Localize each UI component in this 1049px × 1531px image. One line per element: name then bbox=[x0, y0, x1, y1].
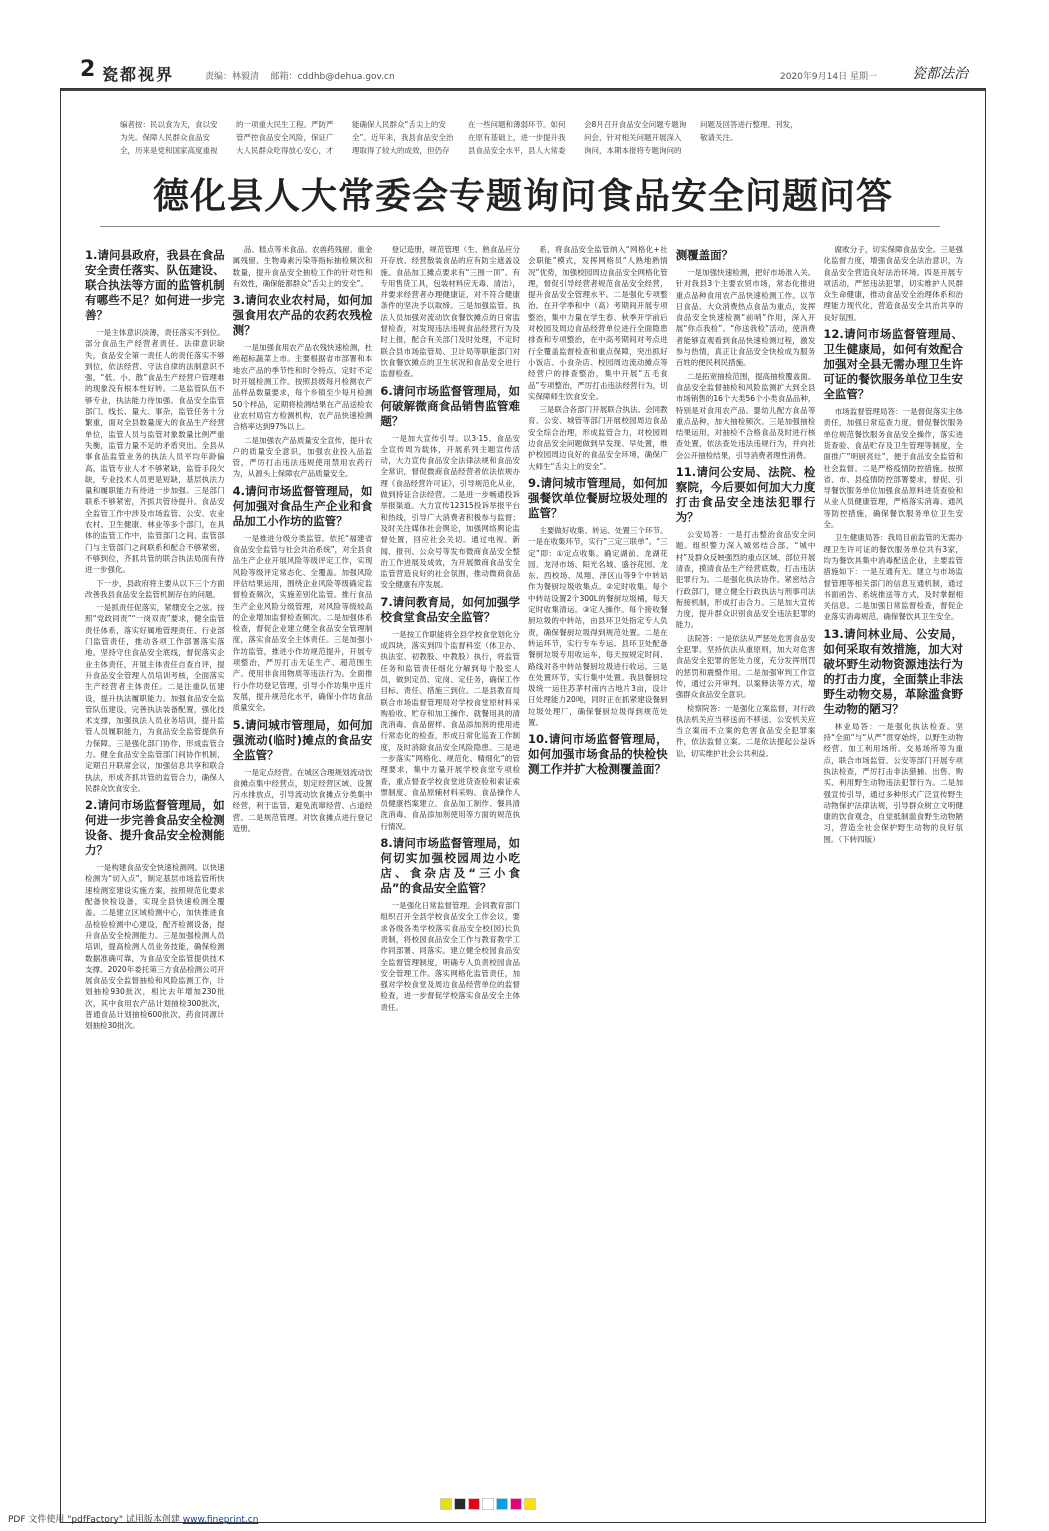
question-heading: 4.请问市场监督管理局，如何加强对食品生产企业和食品加工小作坊的监管？ bbox=[232, 483, 373, 528]
registration-swatch bbox=[496, 1498, 508, 1510]
answer-paragraph: 一是加强食用农产品农残快速检测，杜绝超标蔬菜上市。主要根据省市部署和本地农产品的季节性和时令特点，定时不定时开展检测工作。按照县级每月检测农产品样品数量要求，每个乡镇至少每月检测50个样品，定期将检测结果在产品送检农业农村局官方检测机构，农产品快速检测合格率达到97%以上。 bbox=[232, 343, 373, 432]
answer-paragraph: 一是按工作职能将全县学校食堂划化分成四块，落实到四个监督科室（体卫办、执法室、初教股、中教股）执行，将监管任务和监管责任细化分解到每个股室人员，做到定员、定岗、定任务，确保工作目标、责任、措施三到位。二是县教育局联合市场监督管理局对学校食堂原材料采购验收、贮存和加工操作、就餐用具的清洗消毒、食品留样、食品添加剂的使用进行常态化的检查，形成日常化巡查工作制度，及时消除食品安全风险隐患。三是进一步落实“网格化、规范化、精细化”的管理要求，集中力量开展学校食堂专项检查，重点督查学校食堂进货查验和索证索票制度、食品原辅材料采购、食品操作人员健康档案建立、食品加工制作、餐具清洗消毒、食品添加剂使用等方面的规范执行情况。 bbox=[380, 629, 521, 831]
section-name: 瓷都视界 bbox=[102, 65, 175, 84]
answer-paragraph: 一是加强快速检测，把好市场准入关。针对我县3个主要农贸市场，常态化推进重点品种食用农产品快速检测工作。以节日食品、大众消费热点食品为重点，发挥食品安全快速检测“前哨”作用，深入开展“你点我检”、“你送我检”活动，使消费者能够直观看到食品快速检测过程，激发参与热情，真正让食品安全快检成为服务百姓的便民利民措施。 bbox=[675, 268, 816, 368]
answer-paragraph: 一是强化日常监督管理。会同教育部门组织召开全县学校食品安全工作会议，要求各级各类学校落实食品安全校(园)长负责制，将校园食品安全工作与教育教学工作同部署、同落实。建立健全校园食品安全监督管理制度，明确专人负责校园食品安全管理工作。落实网格化监管责任，加强对学校食堂及周边食品经营单位的监督检查，进一步督促学校落实食品安全主体责任。 bbox=[380, 901, 521, 1012]
page-number: 2 bbox=[80, 57, 96, 82]
question-heading: 13.请问林业局、公安局，如何采取有效措施，加大对破坏野生动物资源违法行为的打击力度，全面禁止非法野生动物交易，革除滥食野生动物的陋习？ bbox=[823, 626, 964, 716]
registration-swatch bbox=[510, 1498, 522, 1510]
registration-swatch bbox=[454, 1498, 466, 1510]
question-heading: 9.请问城市管理局，如何加强餐饮单位餐厨垃圾处理的监管？ bbox=[528, 475, 668, 520]
answer-paragraph: 林业局答：一是强化执法检查。坚持“全面”与“从严”贯穿始终，以野生动物经营、加工利用场所、交易场所等为重点，联合市场监管、公安等部门开展专项执法检查，严厉打击非法猎捕、出售、购买、利用野生动物违法犯罪行为。二是加强宣传引导，通过多种形式广泛宣传野生动物保护法律法规，引导群众树立文明健康的饮食观念，自觉抵制滥食野生动物陋习，营造全社会保护野生动物的良好氛围。（下转四版） bbox=[823, 721, 964, 844]
column-3 bbox=[380, 244, 520, 1494]
email-address: 邮箱：cddhb@dehua.gov.cn bbox=[270, 72, 395, 82]
editor-credit: 责编：林毅清 bbox=[205, 72, 260, 82]
answer-paragraph: 一是定点经营。在城区合理规划流动饮食摊点集中经营点，划定经营区域、设置污水排放点，引导流动饮食摊点分类集中经营，利于监管，避免流窜经营、占道经营。二是规范管理。对饮食摊点进行登记造册。 bbox=[232, 767, 373, 833]
question-heading: 10.请问市场监督管理局，如何加强市场食品的快检快测工作并扩大检测覆盖面？ bbox=[528, 732, 668, 777]
answer-paragraph: 登记造册，规范管理（生、熟食品应分开存放、经营散装食品的应有防尘遮盖设施、食品加工摊点要求有“三围一顶”、有专用售货工具，包装材料应无毒、清洁），并要求经营者办理健康证，对不符合健康条件的坚决予以取缔。三是加强监管。执法人员加强对流动饮食餐饮摊点的日常监督检查，对发现违法违规食品经营行为及时上报，配合有关部门及时处理，不定时联合县市场监管局、卫计局等职能部门对饮食餐饮摊点的卫生状况和食品安全进行监督检查。 bbox=[380, 245, 521, 379]
masthead bbox=[60, 55, 986, 91]
headline-rule bbox=[100, 226, 940, 227]
answer-paragraph: 品、糕点等米食品、农兽药残留、重金属残留、生物毒素污染等指标抽检频次和数量，提升食品安全抽检工作的针对性和有效性，确保能都群众“舌尖上的安全”。 bbox=[232, 245, 373, 288]
answer-paragraph: 主要做好收集、转运、处置三个环节。一是在收集环节，实行“三定三联单”。“三定”即：①定点收集。确定湖前、龙湖花园、龙浔市场、阳光名城、盛谷花园、龙东、西校场、凤翔、泽区山等9个中转站作为餐厨垃圾收集点。②定时收集。每个中转站设置2个300L的餐厨垃圾桶，每天定时收集清运。③定人操作。每个接收餐厨垃圾的中转站，由县环卫处指定专人负责，确保餐厨垃圾得到规范处置。二是在转运环节，实行专车专运。县环卫处配备餐厨垃圾专用收运车，每天按规定时间、路线对各中转站餐厨垃圾进行收运。三是在处置环节，实行集中处置。我县餐厨垃圾统一运往苏茅村南内古地片3亩，设计日处理能力20吨，同时正在抓紧建设餐厨垃圾处理厂，确保餐厨垃圾得到规范处置。 bbox=[528, 525, 668, 727]
question-heading: 12.请问市场监督管理局、卫生健康局，如何有效配合加强对全县无需办理卫生许可证的餐饮服务单位卫生安全监管？ bbox=[823, 327, 964, 402]
answer-paragraph: 公安局答：一是打击整治食品安全问题。组织警力深入城郊结合部、“城中村”及群众反映强烈的重点区域、部位开展清查，摸清食品生产经营底数，打击违法犯罪行为。二是强化执法协作。紧密结合行政部门，建立健全行政执法与刑事司法衔接机制，形成打击合力。三是加大宣传力度，提升群众识别食品安全违法犯罪的能力。 bbox=[675, 530, 816, 630]
registration-swatch bbox=[440, 1498, 452, 1510]
answer-paragraph: 一是抓责任促落实，紧绷安全之弦。按照“党政同责”“一岗双责”要求，健全监管责任体系，落实好属地管理责任、行业部门监管责任，推动各项工作部署落实落地。坚持守住食品安全底线，督促落实企业主体责任，开展主体责任自查自评，提升食品安全管理人员培训考核，全面落实生产经营者主体责任。二是注重队伍建设，提升执法履职能力。加强食品安全监管队伍建设，完善执法装备配置，强化技术支撑，加强执法人员业务培训，提升监管人员履职能力，为食品安全监管提供有力保障。三是强化部门协作，形成监管合力。健全食品安全监管部门间协作机制，定期召开联席会议，加强信息共享和联合执法，形成齐抓共管的监管合力，确保人民群众饮食安全。 bbox=[85, 603, 225, 793]
answer-paragraph: 二是拓宽抽检范围，提高抽检覆盖面。食品安全监督抽检和风险监测扩大到全县市场销售的16个大类56个小类食品品种，特别是对食用农产品、婴幼儿配方食品等重点品种，加大抽检频次。三是加强抽检结果运用，对抽检不合格食品及时进行核查处置，依法查处违法违规行为，并向社会公开抽检结果，引导消费者理性消费。 bbox=[675, 371, 816, 460]
question-heading: 1.请问县政府，我县在食品安全责任落实、队伍建设、联合执法等方面的监管机制有哪些不足？如何进一步完善？ bbox=[85, 248, 225, 322]
answer-paragraph: 腐败分子，切实保障食品安全。三是强化监督力度，增强食品安全法治意识，为食品安全营造良好法治环境。四是开展专项活动，严惩违法犯罪，切实维护人民群众生命健康，推动食品安全治理体系和治理能力现代化，营造食品安全共治共享的良好氛围。 bbox=[823, 245, 964, 322]
answer-paragraph: 检察院答：一是强化立案监督，对行政执法机关应当移送而不移送、公安机关应当立案而不立案的危害食品安全犯罪案件，依法监督立案。二是依法提起公益诉讼，切实维护社会公共利益。 bbox=[675, 703, 816, 758]
answer-paragraph: 市场监督管理局答：一是督促落实主体责任，加强日常巡查力度，督促餐饮服务单位规范餐饮服务食品安全操作，落实进货查验、食品贮存及卫生管理等制度，全面推广“明厨亮灶”，便于食品安全监管和社会监督。二是严格疫情防控措施。按照省、市、县疫情防控部署要求，督促、引导餐饮服务单位加强食品原料进货查验和从业人员健康管理，严格落实消毒、通风等防控措施，确保餐饮服务单位卫生安全。 bbox=[823, 407, 964, 530]
question-heading: 11.请问公安局、法院、检察院，今后要如何加大力度打击食品安全违法犯罪行为？ bbox=[675, 465, 816, 525]
headline: 德化县人大常委会专题询问食品安全问题问答 bbox=[152, 176, 893, 217]
answer-paragraph: 三是联合各部门开展联合执法。会同教育、公安、城管等部门开展校园周边食品安全综合治理，形成监管合力，对校园周边食品安全问题做到早发现、早处置，维护校园周边良好的食品安全环境，确保广大师生“舌尖上的安全”。 bbox=[528, 405, 668, 471]
question-heading: 7.请问教育局，如何加强学校食堂食品安全监管？ bbox=[380, 594, 521, 624]
registration-swatch bbox=[468, 1498, 480, 1510]
answer-paragraph: 一是推进分级分类监管。依托“福建省食品安全监管与社会共治系统”，对全县食品生产企业开展风险等级评定工作，实现风险等级评定常态化、全覆盖。加强风险评估结果运用，围绕企业风险等级确定监督检查频次，实施差别化监管。推行食品生产企业风险分级管理，对风险等级较高的企业增加监督检查频次。二是加强体系检查，督促企业建立健全食品安全管理制度，落实食品安全主体责任。三是加强小作坊监管，推进小作坊规范提升，开展专项整治，严厉打击无证生产、超范围生产、使用非食用物质等违法行为。全面推行小作坊登记管理，引导小作坊集中连片发展，提升规范化水平，确保小作坊食品质量安全。 bbox=[232, 533, 373, 713]
question-heading: 2.请问市场监督管理局，如何进一步完善食品安全检测设备、提升食品安全检测能力？ bbox=[85, 798, 225, 858]
footer-link[interactable]: www.fineprint.cn bbox=[182, 1515, 259, 1525]
registration-swatch bbox=[524, 1498, 536, 1510]
question-heading: 8.请问市场监督管理局，如何切实加强校园周边小吃店、食杂店及“三小食品”的食品安全监管？ bbox=[380, 836, 521, 896]
answer-paragraph: 法院答：一是依法从严惩处危害食品安全犯罪。坚持依法从重原则，加大对危害食品安全犯罪的惩处力度，充分发挥刑罚的惩罚和震慑作用。二是加强审判工作宣传，通过公开审判、以案释法等方式，增强群众食品安全意识。 bbox=[675, 633, 816, 700]
registration-swatch bbox=[482, 1498, 494, 1510]
column-5 bbox=[676, 244, 816, 1494]
answer-paragraph: 系，将食品安全监管纳入“网格化+社会职能”模式，发挥网格员“人熟地熟情况”优势，加强校园周边食品安全网格化管理，督促引导经营者规范食品安全经营，提升食品安全管理水平。二是强化专项整治。在开学季和中（高）考期间开展专项整治，集中力量在学生春、秋季开学前后对校园及周边食品经营单位进行全面隐患排查和专项整治，在中高考期间对考点进行全覆盖监督检查和重点保障，突出抓好小饭店、小食杂店、校园周边流动摊点等经营户的排查整治，集中开展“五毛食品”专项整治，严厉打击违法经营行为，切实保障师生饮食安全。 bbox=[528, 245, 668, 401]
column-4 bbox=[528, 244, 668, 1494]
editor-note: 编者按：民以食为天，食以安为先。保障人民群众食品安全，历来是党和国家高度重视的一项重大民生工程。严防严管严控食品安全风险，保证广大人民群众吃得放心安心，才能确保人民群众“舌尖上的安全”。近年来，我县食品安全治理取得了较大的成效，但仍存在一些问题和薄弱环节。如何在原有基础上，进一步提升我县食品安全水平，县人大常委会8月召开食品安全问题专题询问会，针对相关问题开展深入询问，本期本报将专题询问的问题及回答进行整理、刊发，敬请关注。 bbox=[120, 120, 798, 155]
question-heading: 6.请问市场监督管理局，如何破解微商食品销售监管难题？ bbox=[380, 383, 521, 428]
answer-paragraph: 一是加大宣传引导。以3·15、食品安全宣传周为载体，开展系列主题宣传活动，大力宣传食品安全法律法规和食品安全常识，督促微商食品经营者依法依规办理《食品经营许可证》，引导规范化从业，做到持证合法经营。二是进一步畅通投诉举报渠道。大力宣传12315投诉举报平台和热线，引导广大消费者积极参与监督；及时关注媒体社会舆论，加强网络舆论监督处置，回应社会关切。通过电视、新闻、报刊、公众号等发布微商食品安全整治工作进展及成效，为开展微商食品安全监管营造良好的社会氛围，推动微商食品安全健康有序发展。 bbox=[380, 433, 521, 590]
article-columns bbox=[85, 244, 963, 1494]
question-heading: 测覆盖面？ bbox=[675, 248, 734, 262]
footer-text: PDF 文件使用 "pdfFactory" 试用版本创建 bbox=[8, 1515, 180, 1525]
answer-paragraph: 卫生健康局答：我局目前监管的无需办理卫生许可证的餐饮服务单位共有3家，均为餐饮具集中消毒配送企业，主要监管措施如下：一是互通有无。建立与市场监督管理等相关部门的信息互通机制，通过书面函告、系统推送等方式，及时掌握相关信息。二是加强日常监督检查，督促企业落实消毒规范，确保餐饮具卫生安全。 bbox=[823, 533, 964, 622]
column-1 bbox=[85, 244, 225, 1494]
answer-paragraph: 一是主体意识淡薄，责任落实不到位。部分食品生产经营者责任、法律意识缺失，食品安全第一责任人的责任落实不够到位，依法经营、守法自律的法制意识不强，“低、小、散”食品生产经营户管理难的现象没有根本性好转。二是监管队伍不够专业，执法能力待加强。食品安全监管部门、线长、量大、事杂，监管任务十分繁重，面对全县数量庞大的食品生产经营单位，监管人员与监管对象数量比例严重失衡，监管力量不足的矛盾突出。全县从事食品监管业务的执法人员平均年龄偏高，监管专业人才不够紧缺，监管手段欠缺，专业技术人员更是短缺，基层执法力量和履职能力有待进一步加强。三是部门联系不够紧密，齐抓共管待提升。食品安全监管工作中涉及市场监管、公安、农业农村、卫生健康、林业等多个部门，在具体的监管工作中，监管部门之间、监管部门与主管部门之间联系和配合不够紧密，不够到位，齐抓共管的联合执法局面有待进一步强化。 bbox=[85, 328, 225, 575]
pdf-footer bbox=[8, 1512, 258, 1525]
question-heading: 3.请问农业农村局，如何加强食用农产品的农药农残检测？ bbox=[232, 293, 373, 338]
column-6 bbox=[823, 244, 963, 1494]
registration-color-bars bbox=[440, 1498, 536, 1510]
answer-paragraph: 二是加强农产品质量安全宣传，提升农户的质量安全意识，加强农业投入品监管，严厉打击违法违规使用禁用农药行为，从源头上保障农产品质量安全。 bbox=[232, 435, 373, 479]
answer-paragraph: 下一步，县政府将主要从以下三个方面改善我县食品安全监管机制存在的问题。 bbox=[85, 578, 225, 599]
newspaper-logo: 瓷都法治 bbox=[912, 66, 968, 82]
question-heading: 5.请问城市管理局，如何加强流动(临时)摊点的食品安全监管？ bbox=[232, 717, 373, 762]
editor-and-email bbox=[205, 69, 395, 82]
column-2 bbox=[233, 244, 373, 1494]
answer-paragraph: 一是构建食品安全快速检测网。以快速检测为“切入点”，制定基层市场监管所快速检测室建设实施方案，按照规范化要求配备快检设备，实现全县快速检测全覆盖。二是建立区域检测中心，加快推进食品检验检测中心建设，配齐检测设备，提升食品安全检测能力。三是加强检测人员培训，提高检测人员业务技能，确保检测数据准确可靠，为食品安全监管提供技术支撑。2020年委托第三方食品检测公司开展食品安全监督抽检和风险监测工作，计划抽检930批次，相比去年增加230批次，其中食用农产品计划抽检300批次，普通食品计划抽检600批次，药食同源计划抽检30批次。 bbox=[85, 863, 225, 1031]
issue-date: 2020年9月14日 星期一 bbox=[780, 72, 877, 82]
